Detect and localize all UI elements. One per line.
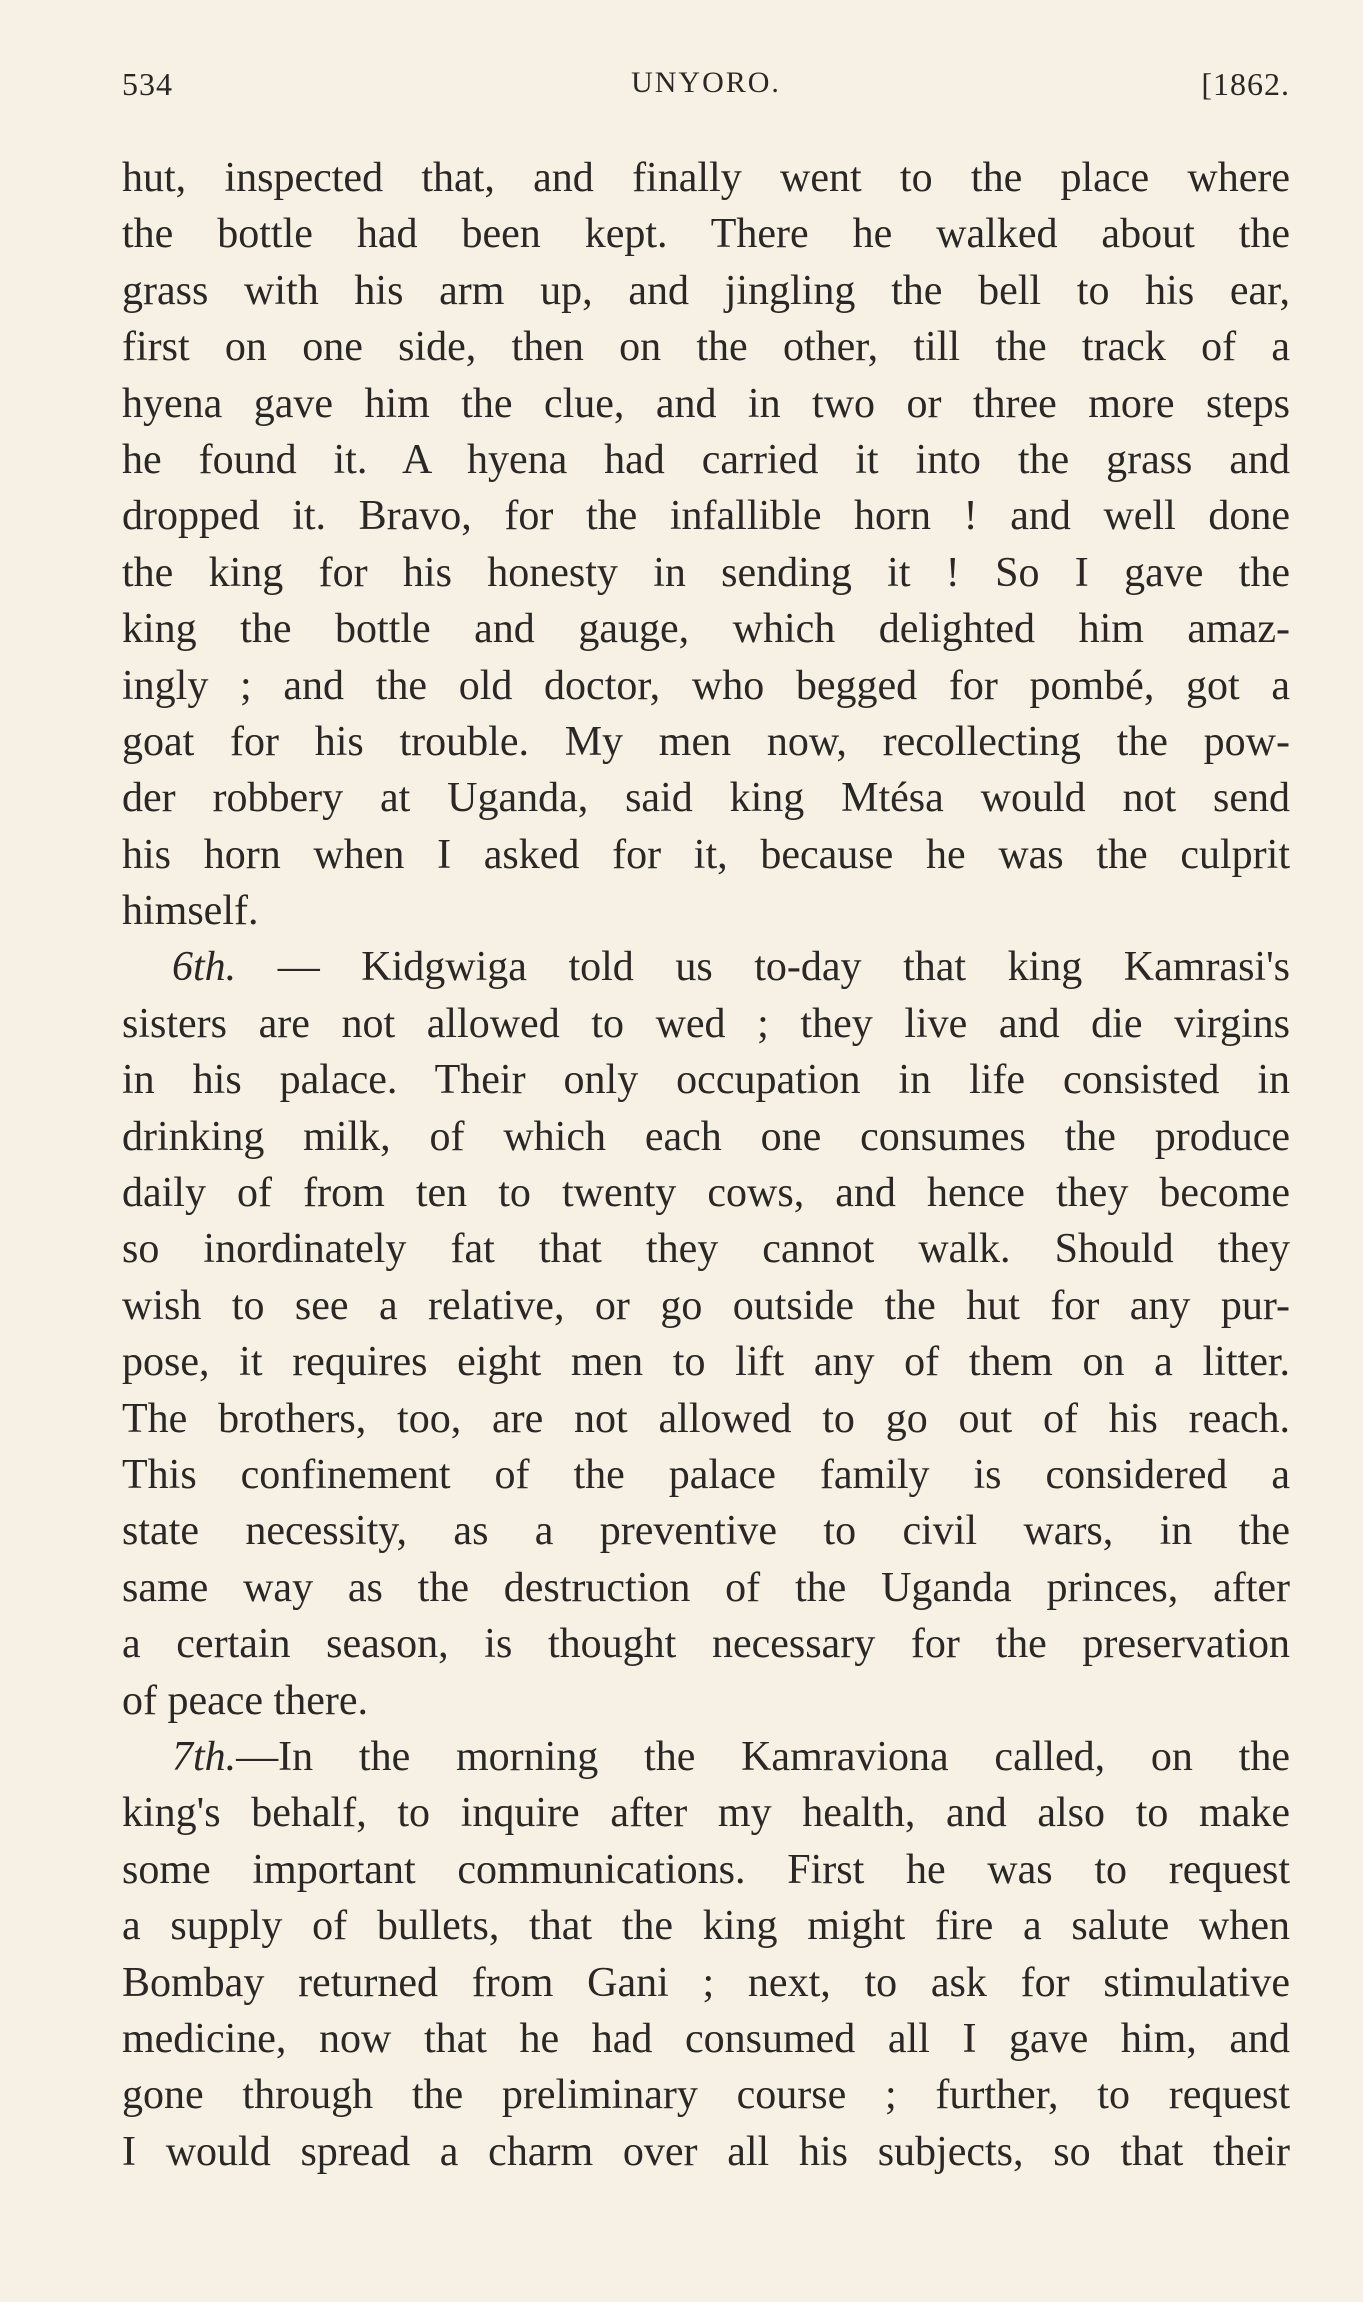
text-line (122, 601, 1290, 657)
line-text: in his palace. Their only occupation in life consisted in (122, 1057, 1290, 1104)
line-text: ingly ; and the old doctor, who begged for pombé, got a (122, 662, 1290, 709)
text-line (122, 1842, 1290, 1898)
line-text: of peace there. (122, 1677, 368, 1724)
text-line (122, 319, 1290, 375)
running-title: UNYORO. (631, 66, 781, 99)
line-text: some important communications. First he was to request (122, 1846, 1290, 1893)
text-line (122, 2124, 1290, 2180)
line-text: sisters are not allowed to wed ; they live and die virgins (122, 1000, 1290, 1047)
text-line (122, 1165, 1290, 1221)
line-text: goat for his trouble. My men now, recollecting the pow- (122, 718, 1290, 765)
text-line (122, 827, 1290, 883)
text-line (122, 1503, 1290, 1559)
line-text: same way as the destruction of the Uganda princes, after (122, 1564, 1290, 1611)
text-line (122, 1221, 1290, 1277)
line-text: the bottle had been kept. There he walked about the (122, 211, 1290, 258)
line-text: drinking milk, of which each one consumes the produce (122, 1113, 1290, 1160)
text-line (122, 1898, 1290, 1954)
text-line (122, 1616, 1290, 1672)
text-line (122, 545, 1290, 601)
line-text: king's behalf, to inquire after my health, and also to make (122, 1790, 1290, 1837)
text-line (122, 939, 1290, 995)
line-text: der robbery at Uganda, said king Mtésa would not send (122, 775, 1290, 822)
line-text: first on one side, then on the other, till the track of a (122, 324, 1290, 371)
text-line (122, 1560, 1290, 1616)
line-text: pose, it requires eight men to lift any of them on a litter. (122, 1339, 1290, 1386)
text-line (122, 263, 1290, 319)
line-text: I would spread a charm over all his subjects, so that their (122, 2128, 1290, 2175)
line-text: hut, inspected that, and finally went to the place where (122, 155, 1290, 201)
text-line (122, 1278, 1290, 1334)
line-text: he found it. A hyena had carried it into the grass and (122, 436, 1290, 483)
text-line (122, 2011, 1290, 2067)
text-line (122, 1052, 1290, 1108)
text-line (122, 714, 1290, 770)
line-text: himself. (122, 888, 259, 935)
line-text: hyena gave him the clue, and in two or three more steps (122, 380, 1290, 427)
text-line (122, 1447, 1290, 1503)
text-line (122, 883, 1290, 939)
line-text: his horn when I asked for it, because he was the culprit (122, 831, 1290, 878)
line-text: a supply of bullets, that the king might fire a salute when (122, 1903, 1290, 1950)
line-text: This confinement of the palace family is considered a (122, 1451, 1290, 1498)
text-line (122, 1109, 1290, 1165)
line-text: daily of from ten to twenty cows, and hence they become (122, 1170, 1290, 1217)
running-header (122, 66, 1290, 114)
entry-date: 7th. (172, 1733, 237, 1780)
line-text: The brothers, too, are not allowed to go out of his reach. (122, 1395, 1290, 1442)
text-line (122, 150, 1290, 206)
line-text: medicine, now that he had consumed all I gave him, and (122, 2015, 1290, 2062)
line-text: — Kidgwiga told us to-day that king Kamrasi's (236, 944, 1290, 991)
line-text: gone through the preliminary course ; further, to request (122, 2072, 1290, 2119)
line-text: so inordinately fat that they cannot walk. Should they (122, 1226, 1290, 1273)
text-line (122, 996, 1290, 1052)
page-number: 534 (122, 66, 173, 102)
header-year: [1862. (1201, 66, 1290, 102)
line-text: state necessity, as a preventive to civil wars, in the (122, 1508, 1290, 1555)
text-line (122, 1729, 1290, 1785)
text-line (122, 658, 1290, 714)
text-line (122, 206, 1290, 262)
entry-date: 6th. (172, 944, 237, 991)
body-text (122, 150, 1290, 2180)
text-line (122, 1673, 1290, 1729)
line-text: a certain season, is thought necessary for the preservation (122, 1621, 1290, 1668)
line-text: king the bottle and gauge, which delighted him amaz- (122, 606, 1290, 653)
line-text: —In the morning the Kamraviona called, on the (236, 1733, 1290, 1780)
text-line (122, 376, 1290, 432)
text-line (122, 1955, 1290, 2011)
text-line (122, 488, 1290, 544)
line-text: grass with his arm up, and jingling the bell to his ear, (122, 267, 1290, 314)
text-line (122, 1334, 1290, 1390)
line-text: dropped it. Bravo, for the infallible horn ! and well done (122, 493, 1290, 540)
text-line (122, 770, 1290, 826)
line-text: wish to see a relative, or go outside the hut for any pur- (122, 1282, 1290, 1329)
text-line (122, 432, 1290, 488)
text-line (122, 1785, 1290, 1841)
line-text: Bombay returned from Gani ; next, to ask for stimulative (122, 1959, 1290, 2006)
line-text: the king for his honesty in sending it ! So I gave the (122, 549, 1290, 596)
text-line (122, 1391, 1290, 1447)
text-line (122, 2067, 1290, 2123)
